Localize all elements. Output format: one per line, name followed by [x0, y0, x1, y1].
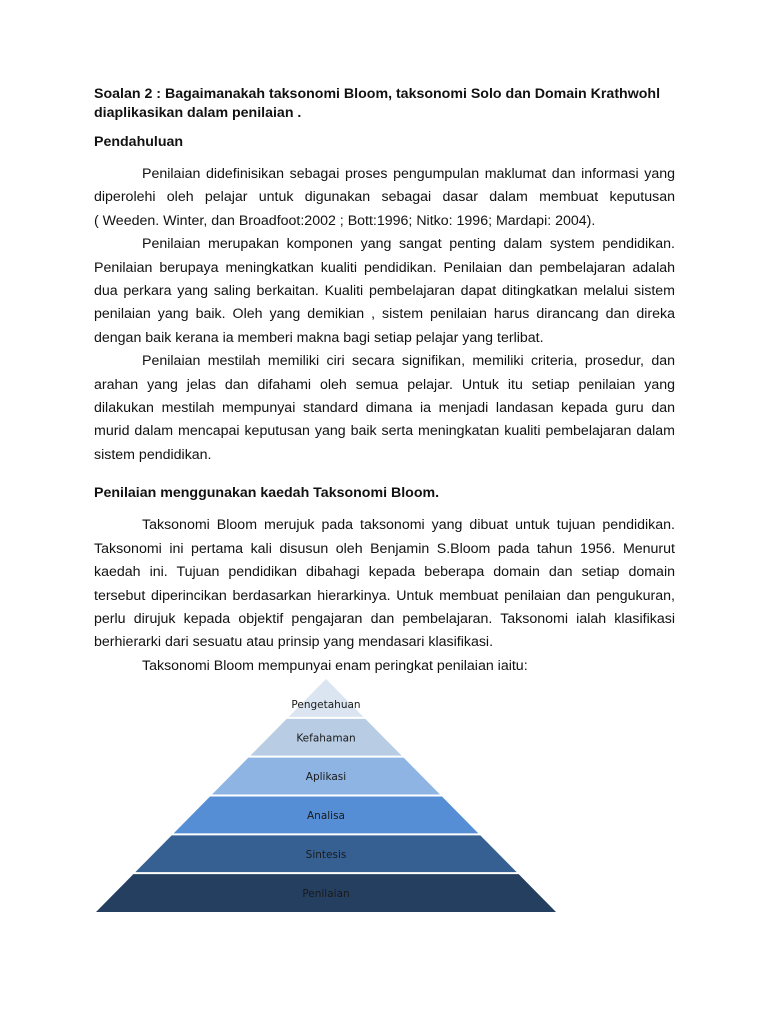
text-line: Penilaian mestilah memiliki ciri secara signifikan, memiliki criteria, prosedur, dan	[142, 353, 675, 370]
text-line: murid dalam mencapai keputusan yang baik serta meningkatan kualiti pembelajaran dalam	[94, 423, 675, 440]
text-line: dengan baik kerana ia memberi makna bagi setiap pelajar yang terlibat.	[94, 329, 544, 346]
text-line: diperolehi oleh pelajar untuk digunakan sebagai dasar dalam membuat keputusan	[94, 189, 675, 206]
title-line-1: Soalan 2 : Bagaimanakah taksonomi Bloom, taksonomi Solo dan Domain Krathwohl	[94, 86, 661, 102]
text-line: perlu dirujuk kepada objektif pengajaran dan pembelajaran. Taksonomi ialah klasifikasi	[94, 610, 675, 627]
text-line: sistem pendidikan.	[94, 446, 212, 463]
pyramid-tier-label: Sintesis	[305, 848, 347, 861]
pyramid-tier-label: Analisa	[306, 809, 346, 822]
pyramid-tier-label: Kefahaman	[296, 732, 356, 745]
text-line: Taksonomi Bloom merujuk pada taksonomi yang dibuat untuk tujuan pendidikan.	[142, 517, 675, 534]
pyramid-tier-label: Aplikasi	[305, 771, 347, 784]
text-line: tersebut diperincikan berdasarkan hierarkinya. Untuk membuat penilaian dan pengukuran,	[94, 587, 675, 604]
section-heading-bloom: Penilaian menggunakan kaedah Taksonomi Bloom.	[94, 485, 440, 502]
text-line: Penilaian berupaya meningkatkan kualiti pendidikan. Penilaian dan pembelajaran adalah	[94, 259, 675, 276]
text-line: dua perkara yang saling berkaitan. Kualiti pembelajaran dapat ditingkatkan melalui sistem	[94, 283, 675, 300]
pyramid-tier-pengetahuan	[289, 679, 364, 717]
text-line: penilaian yang baik. Oleh yang demikian , sistem penilaian harus dirancang dan direka	[94, 306, 675, 323]
section-heading-pendahuluan: Pendahuluan	[94, 134, 184, 150]
title-line-2: diaplikasikan dalam penilaian .	[94, 105, 302, 121]
text-line: ( Weeden. Winter, dan Broadfoot:2002 ; Bott:1996; Nitko: 1996; Mardapi: 2004).	[94, 212, 596, 229]
text-line: Taksonomi Bloom mempunyai enam peringkat penilaian iaitu:	[142, 657, 528, 674]
text-line: Taksonomi ini pertama kali disusun oleh Benjamin S.Bloom pada tahun 1956. Menurut	[94, 540, 675, 557]
pyramid-tier-label: Pengetahuan	[291, 698, 361, 711]
text-line: arahan yang jelas dan difahami oleh semua pelajar. Untuk itu setiap penilaian yang	[94, 376, 675, 393]
text-line: Penilaian merupakan komponen yang sangat penting dalam system pendidikan.	[142, 236, 675, 253]
text-line: dilakukan mestilah mempunyai standard dimana ia menjadi landasan kepada guru dan	[94, 400, 675, 417]
text-line: kaedah ini. Tujuan pendidikan dibahagi kepada beberapa domain dan setiap domain	[94, 564, 675, 581]
text-line: Penilaian didefinisikan sebagai proses pengumpulan maklumat dan informasi yang	[142, 166, 675, 182]
text-line: berhierarki dari sesuatu atau prinsip yang mendasari klasifikasi.	[94, 634, 494, 651]
pyramid-tier-label: Penilaian	[302, 888, 350, 901]
